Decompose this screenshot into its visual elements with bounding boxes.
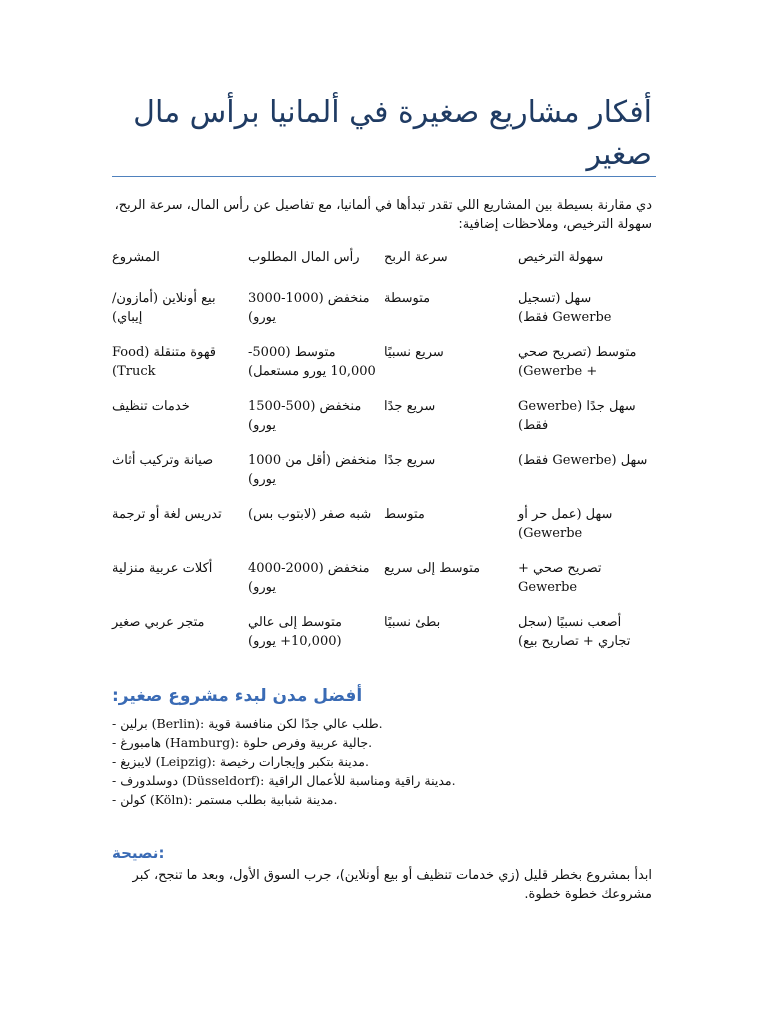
- cell-licensing: متوسط (تصريح صحي + Gewerbe): [518, 345, 637, 379]
- cell-project: خدمات تنظيف: [112, 399, 190, 414]
- cell-profit-speed: متوسط: [384, 507, 425, 522]
- list-item: - لايبزيغ (Leipzig): مدينة بتكبر وإيجارات رخيصة.: [112, 754, 369, 769]
- cell-licensing: أصعب نسبيًا (سجل تجاري + تصاريح بيع): [518, 615, 631, 649]
- table-row: [112, 337, 652, 391]
- cell-capital: منخفض (أقل من 1000 يورو): [248, 453, 377, 487]
- page-title: أفكار مشاريع صغيرة في ألمانيا برأس مال صغير: [133, 95, 652, 172]
- cities-heading: أفضل مدن لبدء مشروع صغير:: [112, 686, 363, 706]
- cell-profit-speed: سريع جدًا: [384, 453, 436, 468]
- cell-capital: منخفض (1000-3000 يورو): [248, 291, 370, 325]
- title-divider: [112, 176, 656, 177]
- cell-project: قهوة متنقلة (Food Truck): [112, 345, 217, 379]
- list-item: - دوسلدورف (Düsseldorf): مدينة راقية ومناسبة للأعمال الراقية.: [112, 773, 456, 788]
- cell-licensing: سهل (عمل حر أو Gewerbe): [518, 507, 613, 541]
- list-item: - برلين (Berlin): طلب عالي جدًا لكن منافسة قوية.: [112, 716, 383, 731]
- cell-licensing: سهل (تسجيل Gewerbe فقط): [518, 291, 612, 325]
- cell-profit-speed: سريع جدًا: [384, 399, 436, 414]
- cell-capital: متوسط (5000-10,000 يورو مستعمل): [248, 345, 376, 379]
- table-header-row: [112, 242, 652, 283]
- table-row: [112, 391, 652, 445]
- cell-profit-speed: بطئ نسبيًا: [384, 615, 441, 630]
- cell-capital: شبه صفر (لابتوب بس): [248, 507, 372, 522]
- table-row: [112, 283, 652, 337]
- cities-list: [112, 714, 672, 809]
- cell-licensing: سهل جدًا (Gewerbe فقط): [518, 399, 636, 433]
- table-row: [112, 607, 652, 661]
- table-row: [112, 553, 652, 607]
- cell-capital: متوسط إلى عالي (10,000+ يورو): [248, 615, 343, 649]
- cell-profit-speed: متوسطة: [384, 291, 431, 306]
- cell-project: متجر عربي صغير: [112, 615, 205, 630]
- cell-capital: منخفض (2000-4000 يورو): [248, 561, 370, 595]
- tip-heading: نصيحة:: [112, 844, 165, 862]
- cell-project: بيع أونلاين (أمازون/إيباي): [112, 291, 216, 325]
- cell-capital: منخفض (500-1500 يورو): [248, 399, 362, 433]
- cell-profit-speed: متوسط إلى سريع: [384, 561, 481, 576]
- list-item: - كولن (Köln): مدينة شبابية بطلب مستمر.: [112, 792, 338, 807]
- cell-licensing: سهل (Gewerbe فقط): [518, 453, 648, 468]
- comparison-table: [112, 242, 652, 661]
- cell-project: أكلات عربية منزلية: [112, 561, 213, 576]
- header-licensing: سهولة الترخيص: [518, 250, 604, 265]
- header-capital: رأس المال المطلوب: [248, 250, 360, 265]
- list-item: - هامبورغ (Hamburg): جالية عربية وفرص حلوة.: [112, 735, 373, 750]
- tip-paragraph: ابدأ بمشروع بخطر قليل (زي خدمات تنظيف أو بيع أونلاين)، جرب السوق الأول، وبعد ما تنجح، كبر مشروعك خطوة خطوة.: [132, 868, 652, 902]
- header-profit-speed: سرعة الربح: [384, 250, 448, 265]
- cell-project: صيانة وتركيب أثاث: [112, 453, 214, 468]
- table-row: [112, 499, 652, 553]
- table-row: [112, 445, 652, 499]
- cell-licensing: تصريح صحي + Gewerbe: [518, 561, 602, 595]
- cell-project: تدريس لغة أو ترجمة: [112, 507, 222, 522]
- header-project: المشروع: [112, 250, 160, 265]
- cell-profit-speed: سريع نسبيًا: [384, 345, 444, 360]
- intro-paragraph: دي مقارنة بسيطة بين المشاريع اللي تقدر تبدأها في ألمانيا، مع تفاصيل عن رأس المال، سرعة الربح، سهولة الترخيص، وملاحظات إضافية:: [114, 198, 652, 232]
